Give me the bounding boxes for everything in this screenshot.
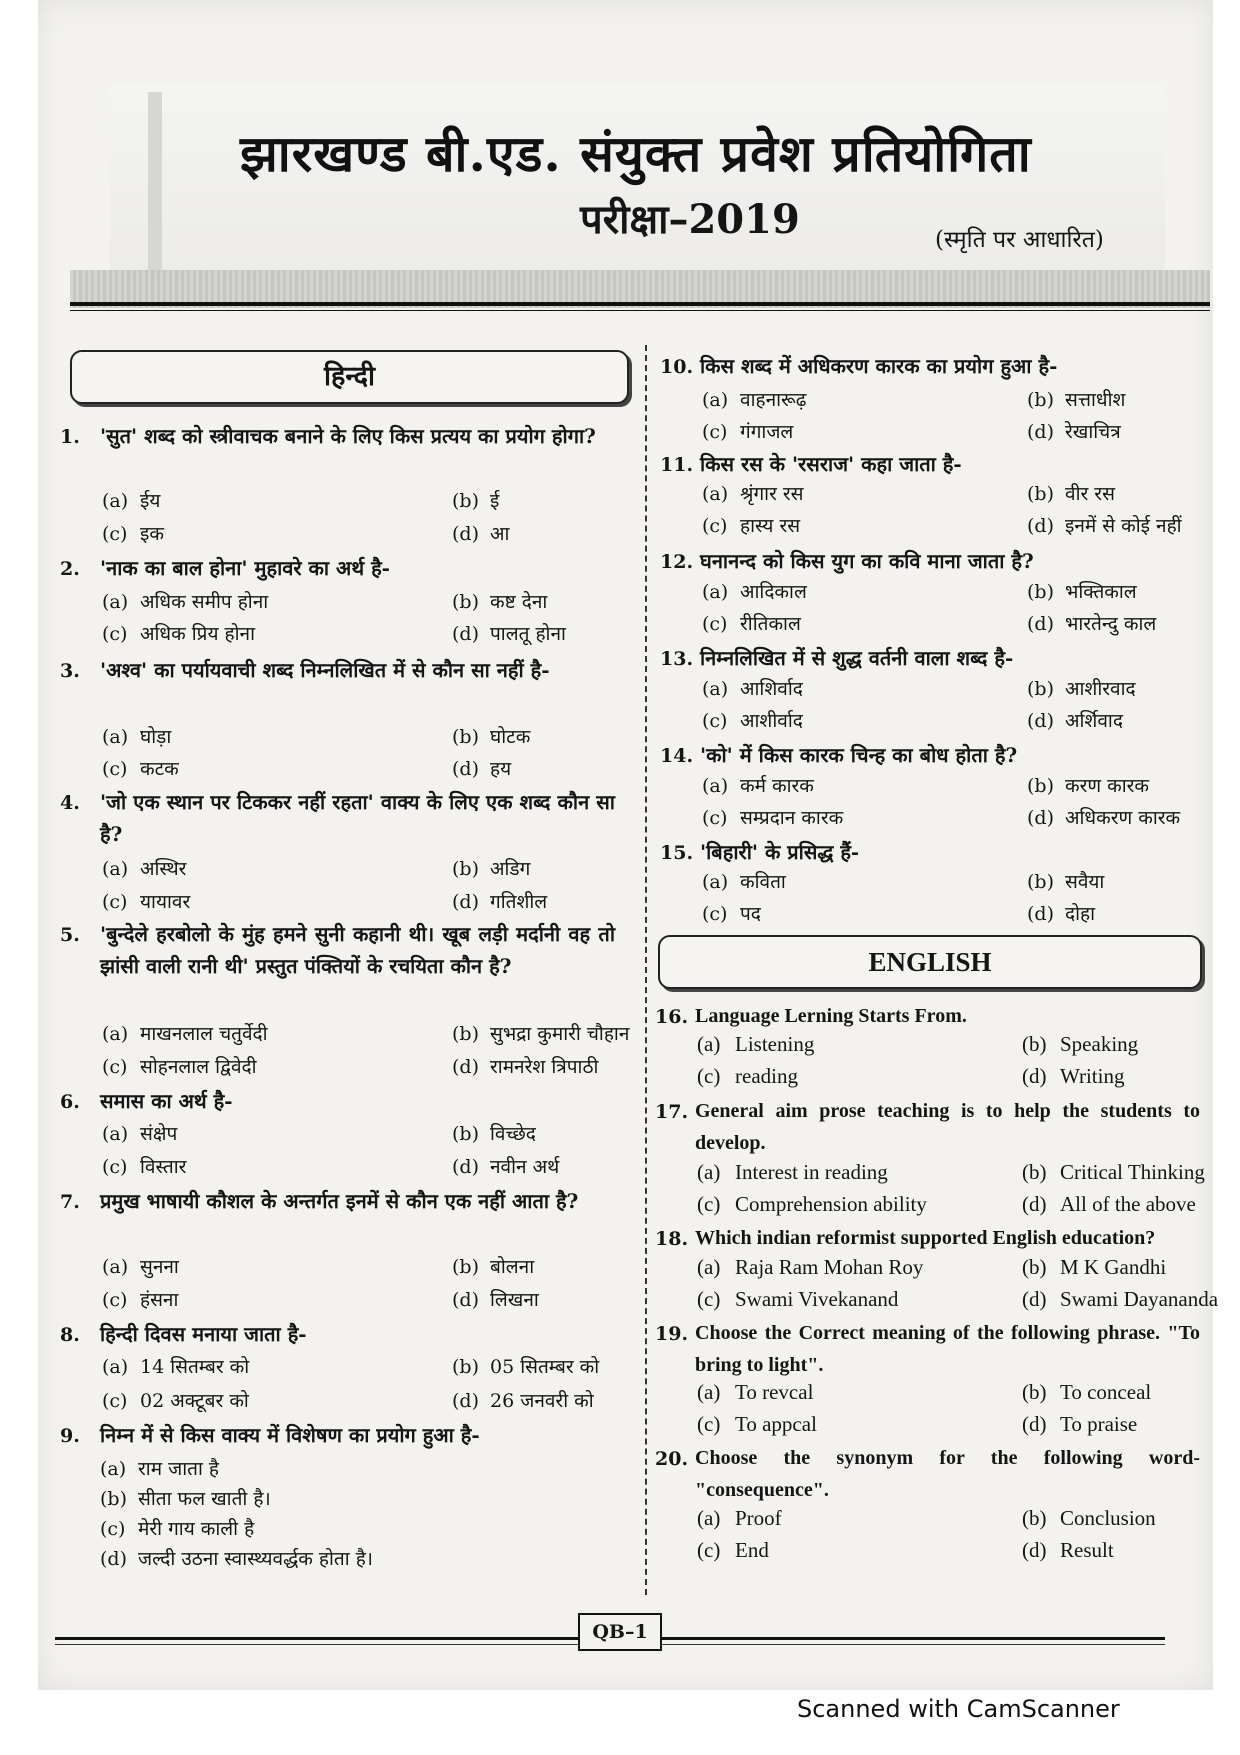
option-a [697,1032,814,1057]
option-text: इक [140,523,164,545]
option-b [1027,480,1115,506]
option-d [452,755,511,781]
memory-based-note: (स्मृति पर आधारित) [935,227,1104,253]
question-text: 'अश्व' का पर्यायवाची शब्द निम्नलिखित में से कौन सा नहीं है- [100,658,550,682]
option-label: (b) [1027,871,1054,893]
question-number: 12. [660,551,694,573]
option-text: M K Gandhi [1060,1255,1167,1279]
option-text: Conclusion [1060,1506,1156,1530]
option-text: लिखना [490,1289,539,1311]
option-label: (c) [102,523,128,545]
option-text: सत्ताधीश [1065,389,1126,411]
question-number: 3. [60,660,80,682]
option-label: (b) [1022,1506,1047,1530]
option-text: करण कारक [1065,775,1150,797]
option-label: (c) [697,1287,721,1311]
option-d [452,1053,598,1079]
option-text: घोटक [490,726,531,748]
option-label: (a) [702,389,729,411]
question-number: 4. [60,792,80,814]
option-text: Proof [735,1506,782,1530]
option-c [102,1053,257,1079]
option-text: To praise [1060,1412,1138,1436]
option-text: अस्थिर [140,858,187,880]
option-text: Speaking [1060,1032,1139,1056]
option-label: (b) [1022,1160,1047,1184]
option-text: विच्छेद [490,1123,536,1145]
option-a [697,1506,782,1531]
option-c [102,1387,249,1413]
option-text: To revcal [735,1380,814,1404]
option-text: गंगाजल [740,421,794,443]
option-text: रामनरेश त्रिपाठी [490,1056,599,1078]
option-c [697,1192,927,1217]
option-text: 14 सितम्बर को [140,1356,250,1378]
option-label: (b) [100,1488,127,1510]
option-text: मेरी गाय काली है [138,1518,255,1540]
option-label: (b) [452,1356,479,1378]
option-text: कविता [740,871,786,893]
option-text: भक्तिकाल [1065,581,1137,603]
question-number: 16. [655,1006,689,1028]
option-label: (d) [452,623,479,645]
option-text: End [735,1538,769,1562]
option-label: (c) [702,903,728,925]
option-label: (c) [702,515,728,537]
question-text: निम्न में से किस वाक्य में विशेषण का प्रयोग हुआ है- [100,1423,480,1447]
option-text: रीतिकाल [740,613,801,635]
question-number: 19. [655,1323,689,1345]
option-a [102,1353,249,1379]
question-text: 'बुन्देले हरबोलो के मुंह हमने सुनी कहानी थी। खूब लड़ी मर्दानी वह तो झांसी वाली रानी थी' प्रस्तुत पंक्तियों के रचयिता कौन है? [100,922,615,978]
question-text: General aim prose teaching is to help the students to develop. [695,1100,1200,1154]
option-text: श्रृंगार रस [740,483,804,505]
option-label: (b) [1027,483,1054,505]
option-text: Critical Thinking [1060,1160,1205,1184]
option-label: (c) [697,1412,721,1436]
option-text: सुभद्रा कुमारी चौहान [490,1023,630,1045]
option-c [702,512,800,538]
question-number: 10. [660,356,694,378]
option-text: Swami Dayananda [1060,1287,1219,1311]
option-text: आदिकाल [740,581,807,603]
question-text: Which indian reformist supported English education? [695,1227,1156,1249]
option-label: (a) [102,1256,129,1278]
option-c [702,900,761,926]
option-text: सोहनलाल द्विवेदी [140,1056,257,1078]
question-text: निम्नलिखित में से शुद्ध वर्तनी वाला शब्द है- [700,646,1014,670]
option-c [100,1515,254,1541]
option-label: (c) [102,1156,128,1178]
option-label: (a) [102,591,129,613]
option-a [102,1253,179,1279]
option-label: (d) [1027,421,1054,443]
option-b [1027,868,1104,894]
option-label: (c) [702,710,728,732]
option-text: रेखाचित्र [1065,421,1121,443]
option-label: (a) [702,483,729,505]
option-text: वाहनारूढ़ [740,389,807,411]
option-text: अर्शिवाद [1065,710,1123,732]
option-text: नवीन अर्थ [490,1156,560,1178]
option-label: (c) [697,1064,721,1088]
option-b [452,1253,534,1279]
question-number: 18. [655,1228,689,1250]
question-number: 5. [60,924,80,946]
option-label: (c) [702,807,728,829]
option-label: (a) [102,858,129,880]
question-number: 11. [660,454,694,476]
option-text: Raja Ram Mohan Roy [735,1255,924,1279]
option-label: (d) [452,758,479,780]
option-label: (c) [102,1289,128,1311]
option-text: सवैया [1065,871,1105,893]
option-text: कष्ट देना [490,591,548,613]
option-text: भारतेन्दु काल [1065,613,1157,635]
option-text: Interest in reading [735,1160,888,1184]
option-text: सम्प्रदान कारक [740,807,844,829]
option-text: गतिशील [490,891,548,913]
option-text: दोहा [1065,903,1096,925]
option-a [102,855,186,881]
option-a [702,772,814,798]
option-text: आशीर्वाद [740,710,803,732]
question-text: Language Lerning Starts From. [695,1005,967,1027]
option-d [1022,1192,1196,1217]
option-text: अधिक प्रिय होना [140,623,256,645]
option-a [102,1120,177,1146]
option-b [1027,386,1125,412]
option-b [452,487,499,513]
option-text: ईय [140,490,161,512]
banner-edge [148,92,162,272]
option-label: (a) [102,1023,129,1045]
option-label: (c) [697,1538,721,1562]
option-d [452,1153,559,1179]
option-text: कटक [140,758,179,780]
option-b [1022,1160,1205,1185]
option-text: Swami Vivekanand [735,1287,899,1311]
question-text: प्रमुख भाषायी कौशल के अन्तर्गत इनमें से कौन एक नहीं आता है? [100,1189,579,1213]
question-number: 20. [655,1448,689,1470]
section-english: ENGLISH [658,935,1202,989]
option-label: (a) [702,871,729,893]
option-label: (b) [452,490,479,512]
option-text: All of the above [1060,1192,1196,1216]
question-text: हिन्दी दिवस मनाया जाता है- [100,1322,307,1346]
option-text: कर्म कारक [740,775,814,797]
option-label: (d) [1027,903,1054,925]
option-text: 05 सितम्बर को [490,1356,600,1378]
option-a [100,1455,219,1481]
option-label: (d) [1027,515,1054,537]
option-d [1027,418,1121,444]
option-text: राम जाता है [138,1458,219,1480]
option-label: (c) [102,1056,128,1078]
option-c [102,520,164,546]
section-hindi: हिन्दी [70,350,629,404]
option-text: ई [490,490,500,512]
option-text: घोड़ा [140,726,172,748]
question-text: Choose the Correct meaning of the following phrase. "To bring to light". [695,1322,1200,1376]
option-label: (d) [452,523,479,545]
option-c [697,1287,898,1312]
question-number: 9. [60,1425,80,1447]
option-label: (c) [100,1518,126,1540]
option-label: (b) [452,726,479,748]
option-label: (b) [452,1256,479,1278]
question-number: 15. [660,842,694,864]
option-d [1022,1064,1124,1089]
option-label: (b) [452,591,479,613]
option-text: Listening [735,1032,815,1056]
option-c [697,1064,798,1089]
option-text: जल्दी उठना स्वास्थ्यवर्द्धक होता है। [138,1548,374,1570]
option-text: हंसना [140,1289,179,1311]
option-b [1027,675,1136,701]
option-label: (c) [102,623,128,645]
column-divider [645,345,647,1595]
option-label: (d) [452,1390,479,1412]
option-text: Comprehension ability [735,1192,927,1216]
option-d [452,520,509,546]
question-number: 14. [660,745,694,767]
option-text: Writing [1060,1064,1125,1088]
option-text: संक्षेप [140,1123,178,1145]
option-text: Result [1060,1538,1114,1562]
option-b [1022,1032,1138,1057]
option-label: (c) [102,891,128,913]
option-d [1027,610,1156,636]
option-label: (b) [1027,678,1054,700]
question-number: 8. [60,1324,80,1346]
question-text: 'जो एक स्थान पर टिककर नहीं रहता' वाक्य के लिए एक शब्द कौन सा है? [100,790,615,846]
option-text: आ [490,523,510,545]
option-d [1022,1412,1137,1437]
option-label: (b) [452,1023,479,1045]
option-label: (d) [452,1156,479,1178]
option-text: आशीरवाद [1065,678,1136,700]
option-b [452,723,530,749]
question-text: 'बिहारी' के प्रसिद्ध हैं- [700,840,860,864]
option-c [102,1153,186,1179]
option-text: सीता फल खाती है। [138,1488,271,1510]
option-label: (b) [1022,1032,1047,1056]
option-label: (a) [102,726,129,748]
option-label: (c) [102,1390,128,1412]
option-label: (d) [1022,1287,1047,1311]
option-a [697,1380,813,1405]
option-text: माखनलाल चतुर्वेदी [140,1023,268,1045]
option-text: पालतू होना [490,623,566,645]
option-d [452,1286,539,1312]
option-label: (a) [102,1356,129,1378]
option-text: इनमें से कोई नहीं [1065,515,1182,537]
option-c [702,418,793,444]
option-c [102,755,179,781]
option-a [102,588,268,614]
option-b [452,1120,536,1146]
option-d [1022,1287,1218,1312]
option-label: (d) [452,1056,479,1078]
option-text: हास्य रस [740,515,801,537]
option-label: (a) [697,1032,721,1056]
option-label: (d) [1027,710,1054,732]
header-rule-thin [70,310,1210,311]
option-label: (d) [452,1289,479,1311]
option-label: (d) [1022,1412,1047,1436]
option-b [452,1353,599,1379]
option-label: (b) [452,858,479,880]
option-label: (a) [102,490,129,512]
option-text: हय [490,758,512,780]
option-text: reading [735,1064,798,1088]
option-label: (c) [102,758,128,780]
option-label: (d) [100,1548,127,1570]
option-label: (d) [1022,1064,1047,1088]
option-c [102,1286,178,1312]
option-a [702,868,786,894]
option-text: पद [740,903,761,925]
option-label: (a) [100,1458,127,1480]
question-text: किस रस के 'रसराज' कहा जाता है- [700,452,962,476]
question-number: 17. [655,1101,689,1123]
option-label: (d) [1027,613,1054,635]
option-b [452,1020,629,1046]
question-number: 7. [60,1191,80,1213]
option-c [697,1538,769,1563]
option-label: (a) [697,1160,721,1184]
question-number: 2. [60,558,80,580]
option-label: (a) [697,1506,721,1530]
page-code: QB–1 [578,1613,662,1651]
question-number: 13. [660,648,694,670]
option-label: (c) [702,421,728,443]
header-rule [70,302,1210,306]
option-c [702,610,801,636]
option-c [702,804,843,830]
option-d [1027,900,1095,926]
question-text: 'को' में किस कारक चिन्ह का बोध होता है? [700,743,1018,767]
option-label: (b) [1022,1255,1047,1279]
option-label: (d) [1022,1192,1047,1216]
option-b [1022,1506,1156,1531]
option-label: (d) [452,891,479,913]
option-a [702,578,807,604]
option-b [100,1485,271,1511]
option-b [452,855,530,881]
option-a [702,480,804,506]
option-label: (a) [697,1255,721,1279]
option-a [702,386,807,412]
option-a [697,1160,888,1185]
option-text: विस्तार [140,1156,187,1178]
option-b [1022,1380,1151,1405]
option-d [1022,1538,1114,1563]
option-text: 26 जनवरी को [490,1390,594,1412]
question-text: समास का अर्थ है- [100,1089,233,1113]
option-label: (b) [1022,1380,1047,1404]
question-text: घनानन्द को किस युग का कवि माना जाता है? [700,549,1034,573]
option-text: अडिग [490,858,531,880]
option-c [697,1412,817,1437]
option-text: वीर रस [1065,483,1115,505]
option-text: आशिर्वाद [740,678,803,700]
option-label: (d) [1022,1538,1047,1562]
option-text: To conceal [1060,1380,1152,1404]
option-label: (b) [1027,581,1054,603]
option-label: (a) [702,678,729,700]
question-text: किस शब्द में अधिकरण कारक का प्रयोग हुआ है- [700,354,1058,378]
option-text: अधिक समीप होना [140,591,269,613]
option-b [1027,578,1137,604]
option-d [452,620,566,646]
option-text: 02 अक्टूबर को [140,1390,249,1412]
option-a [102,723,171,749]
option-d [452,1387,594,1413]
exam-year: परीक्षा–2019 [580,196,800,243]
option-label: (a) [702,775,729,797]
option-text: सुनना [140,1256,179,1278]
question-text: 'नाक का बाल होना' मुहावरे का अर्थ है- [100,556,390,580]
option-label: (b) [1027,389,1054,411]
option-label: (a) [702,581,729,603]
option-label: (b) [1027,775,1054,797]
option-b [1027,772,1149,798]
question-number: 1. [60,426,80,448]
exam-title: झारखण्ड बी.एड. संयुक्त प्रवेश प्रतियोगिता [240,124,1032,183]
option-a [102,487,160,513]
option-b [452,588,547,614]
option-c [702,707,803,733]
option-d [1027,512,1182,538]
option-label: (a) [697,1380,721,1404]
option-d [1027,804,1180,830]
option-label: (c) [697,1192,721,1216]
question-text: Choose the synonym for the following word- "consequence". [695,1447,1200,1501]
option-a [697,1255,923,1280]
option-label: (a) [102,1123,129,1145]
option-d [1027,707,1123,733]
question-text: 'सुत' शब्द को स्त्रीवाचक बनाने के लिए किस प्रत्यय का प्रयोग होगा? [100,424,596,448]
option-a [102,1020,268,1046]
option-text: यायावर [140,891,191,913]
option-b [1022,1255,1166,1280]
option-c [102,888,190,914]
option-d [100,1545,373,1571]
scanner-watermark: Scanned with CamScanner [797,1695,1120,1723]
option-text: To appcal [735,1412,817,1436]
question-number: 6. [60,1091,80,1113]
option-text: अधिकरण कारक [1065,807,1181,829]
option-d [452,888,547,914]
option-label: (d) [1027,807,1054,829]
option-a [702,675,803,701]
option-c [102,620,255,646]
option-label: (c) [702,613,728,635]
option-text: बोलना [490,1256,535,1278]
option-label: (b) [452,1123,479,1145]
